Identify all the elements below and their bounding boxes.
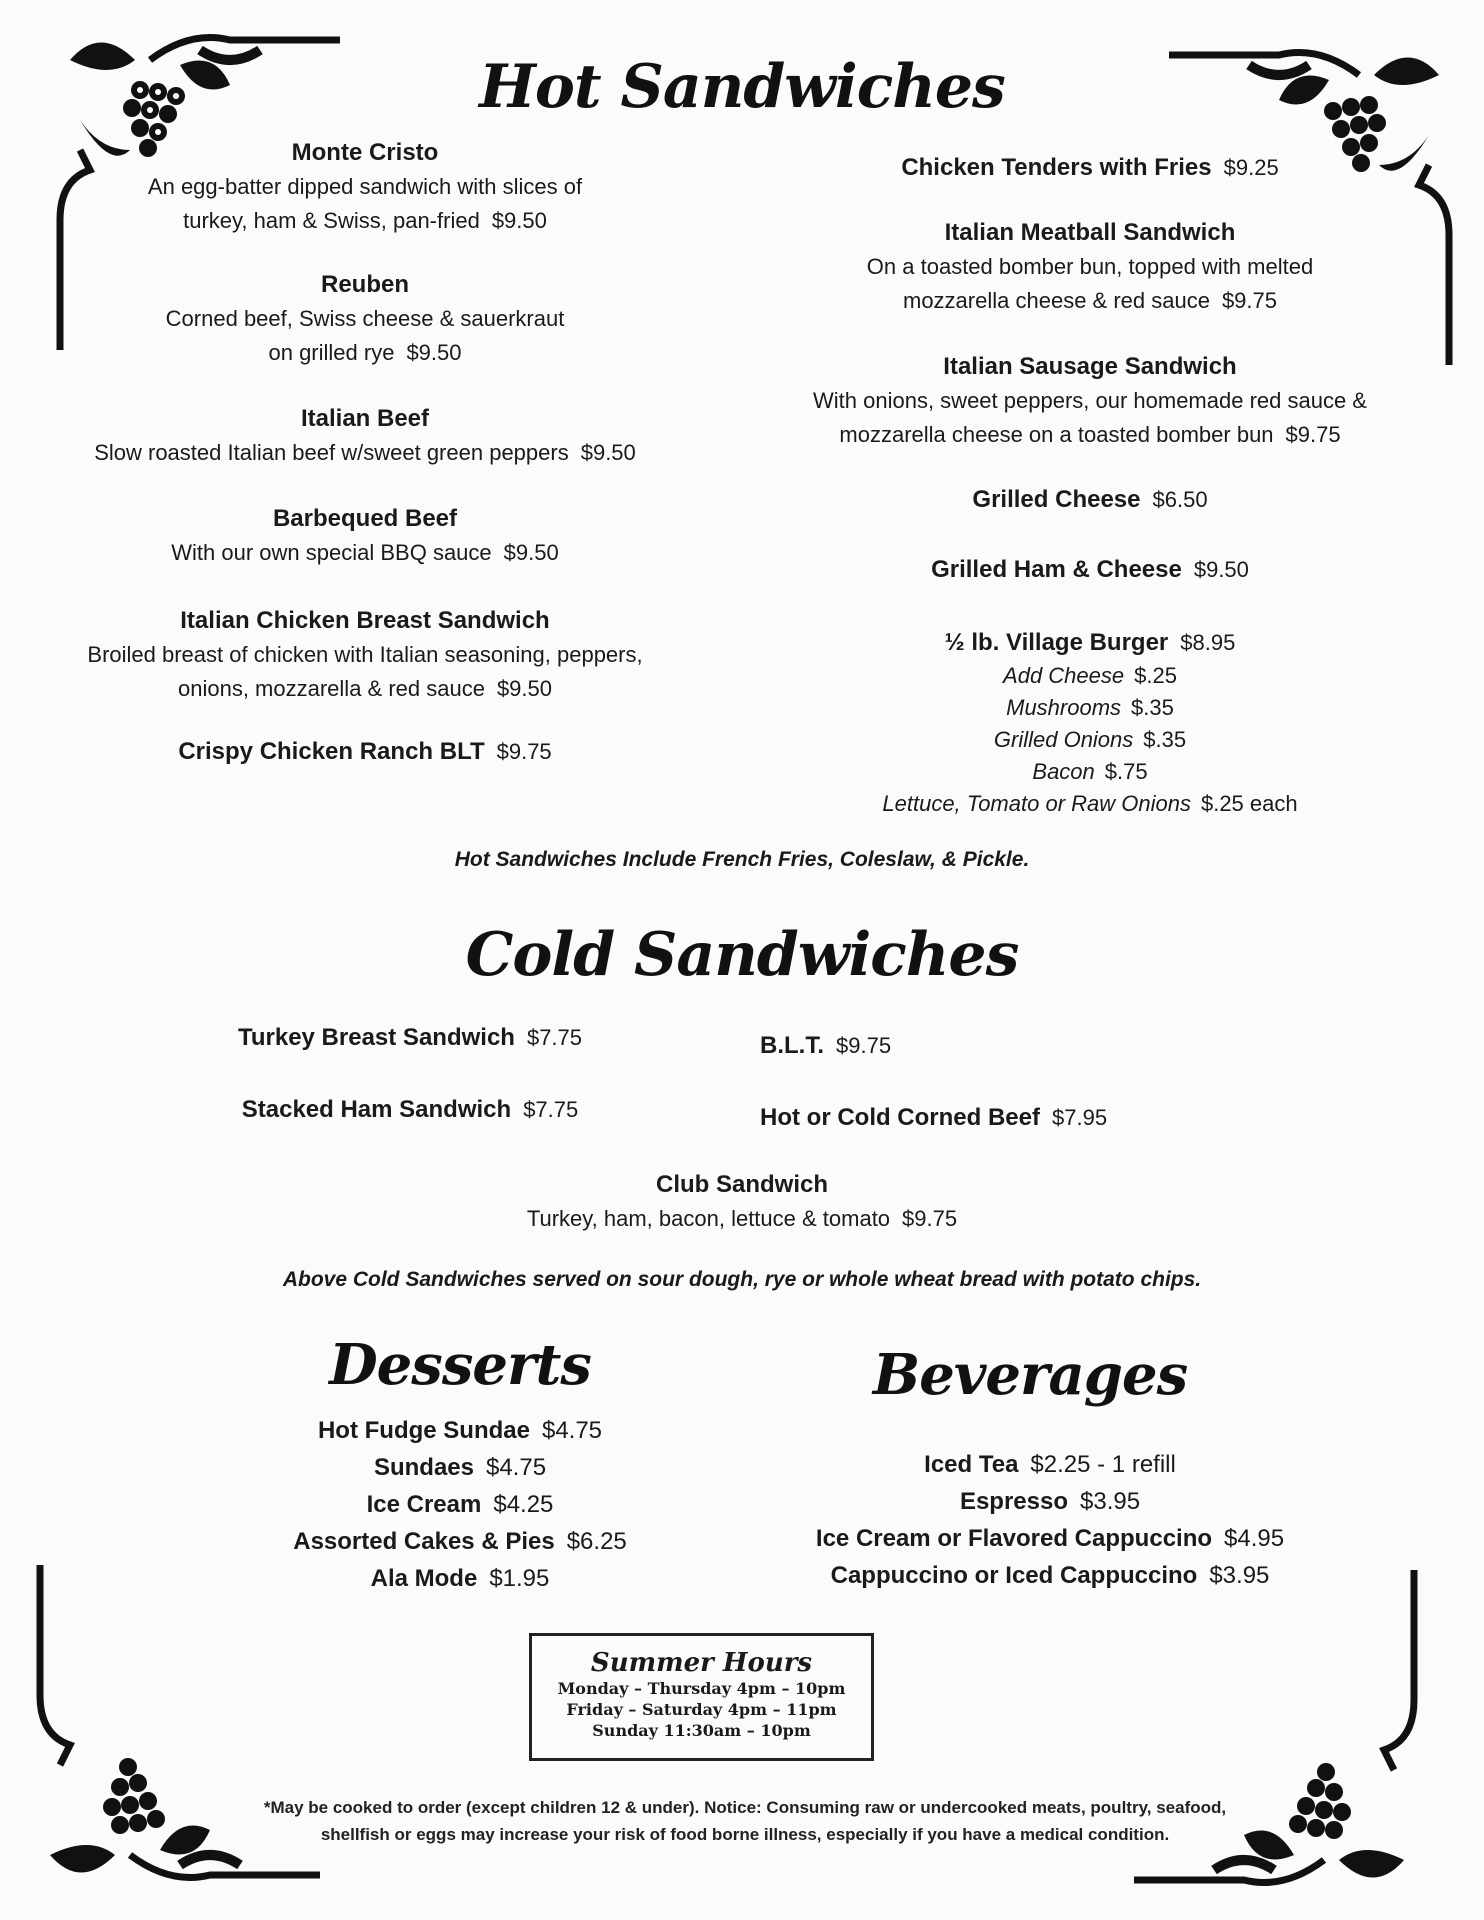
item-description: On a toasted bomber bun, topped with melted xyxy=(866,254,1314,279)
item-name: Assorted Cakes & Pies xyxy=(293,1528,555,1555)
menu-item-crispy-chicken-ranch-blt xyxy=(40,734,690,769)
item-description: turkey, ham & Swiss, pan-fried xyxy=(183,208,480,233)
item-price: $4.75 xyxy=(541,1417,603,1444)
item-name: Crispy Chicken Ranch BLT xyxy=(178,738,485,765)
item-description: With our own special BBQ sauce xyxy=(171,540,492,565)
summer-hours-box xyxy=(529,1633,874,1761)
item-name: Espresso xyxy=(959,1488,1068,1515)
hot-sandwiches-title: Hot Sandwiches xyxy=(479,52,1005,122)
item-price: $1.95 xyxy=(489,1565,550,1592)
menu-item-italian-chicken-breast xyxy=(40,604,690,706)
disclaimer-line: shellfish or eggs may increase your risk of food borne illness, especially if you have a medical condition. xyxy=(320,1825,1170,1844)
addon-name: Bacon xyxy=(1032,759,1095,784)
addon-name: Add Cheese xyxy=(1003,663,1125,688)
addon-price: $.25 xyxy=(1134,663,1177,688)
item-price: $7.75 xyxy=(526,1025,583,1050)
item-price: $6.50 xyxy=(1152,487,1208,512)
menu-item-grilled-ham-cheese xyxy=(760,552,1420,587)
menu-item-blt xyxy=(760,1028,1000,1063)
beverages-list xyxy=(740,1446,1360,1594)
item-name: Hot or Cold Corned Beef xyxy=(760,1104,1040,1131)
item-name: Italian Beef xyxy=(300,405,430,432)
menu-item-chicken-tenders xyxy=(760,150,1420,185)
item-description: Broiled breast of chicken with Italian seasoning, peppers, xyxy=(87,642,643,667)
item-price: $6.25 xyxy=(566,1528,627,1555)
item-name: Grilled Cheese xyxy=(972,486,1141,513)
menu-item-monte-cristo xyxy=(40,136,690,238)
list-item xyxy=(740,1557,1360,1594)
item-name: Sundaes xyxy=(373,1454,474,1481)
cold-sandwiches-note: Above Cold Sandwiches served on sour dough, rye or whole wheat bread with potato chips. xyxy=(282,1268,1202,1291)
item-name: Iced Tea xyxy=(924,1451,1019,1478)
menu-item-club-sandwich xyxy=(392,1168,1092,1236)
menu-item-corned-beef xyxy=(760,1100,1180,1135)
addon-name: Mushrooms xyxy=(1006,695,1122,720)
item-description: Turkey, ham, bacon, lettuce & tomato xyxy=(526,1206,891,1231)
item-price: $4.95 xyxy=(1224,1525,1285,1552)
addon-price: $.35 xyxy=(1131,695,1174,720)
item-description: mozzarella cheese & red sauce xyxy=(903,288,1210,313)
item-name: Monte Cristo xyxy=(291,139,439,166)
item-description: An egg-batter dipped sandwich with slices of xyxy=(147,174,583,199)
hot-sandwiches-note: Hot Sandwiches Include French Fries, Coleslaw, & Pickle. xyxy=(454,848,1030,871)
item-price: $3.95 xyxy=(1209,1562,1270,1589)
item-price: $8.95 xyxy=(1180,630,1236,655)
corner-ornament-bottom-right xyxy=(1104,1570,1434,1900)
hours-title: Summer Hours xyxy=(590,1648,813,1678)
item-price: $9.50 xyxy=(1193,557,1249,582)
list-item xyxy=(740,1520,1360,1557)
burger-addon xyxy=(760,788,1420,820)
cold-sandwiches-title: Cold Sandwiches xyxy=(465,920,1019,990)
item-price: $9.50 xyxy=(503,540,559,565)
addon-price: $.35 xyxy=(1143,727,1187,752)
item-name: B.L.T. xyxy=(760,1032,824,1059)
menu-item-italian-sausage xyxy=(760,350,1420,452)
burger-addon xyxy=(760,724,1420,756)
item-name: Ala Mode xyxy=(370,1565,478,1592)
item-description: on grilled rye xyxy=(268,340,395,365)
item-price: $9.75 xyxy=(496,739,552,764)
addon-name: Lettuce, Tomato or Raw Onions xyxy=(882,791,1191,816)
item-description: Corned beef, Swiss cheese & sauerkraut xyxy=(165,306,565,331)
list-item xyxy=(180,1486,740,1523)
item-name: Italian Chicken Breast Sandwich xyxy=(180,607,550,634)
item-price: $7.75 xyxy=(523,1097,579,1122)
item-price: $4.75 xyxy=(485,1454,547,1481)
item-price: $9.75 xyxy=(1285,422,1341,447)
list-item xyxy=(180,1449,740,1486)
item-price: $9.75 xyxy=(902,1206,958,1231)
menu-item-reuben xyxy=(40,268,690,370)
addon-name: Grilled Onions xyxy=(993,727,1134,752)
item-description: Slow roasted Italian beef w/sweet green peppers xyxy=(94,440,569,465)
item-name: Hot Fudge Sundae xyxy=(317,1417,530,1444)
list-item xyxy=(740,1446,1360,1483)
menu-item-stacked-ham xyxy=(200,1092,620,1127)
menu-item-italian-meatball xyxy=(760,216,1420,318)
item-price: $9.50 xyxy=(580,440,636,465)
hours-line: Friday – Saturday 4pm – 11pm xyxy=(566,1700,837,1719)
beverages-title: Beverages xyxy=(872,1342,1188,1408)
addon-price: $.25 each xyxy=(1200,791,1298,816)
item-price: $4.25 xyxy=(493,1491,554,1518)
item-name: Cappuccino or Iced Cappuccino xyxy=(830,1562,1198,1589)
desserts-list xyxy=(180,1412,740,1597)
menu-item-turkey-breast xyxy=(200,1020,620,1055)
list-item xyxy=(180,1560,740,1597)
item-price: $9.50 xyxy=(406,340,462,365)
hours-line: Sunday 11:30am – 10pm xyxy=(592,1721,811,1740)
item-price: $9.75 xyxy=(1221,288,1277,313)
desserts-title: Desserts xyxy=(329,1332,591,1398)
item-price: $9.75 xyxy=(836,1033,892,1058)
item-name: Grilled Ham & Cheese xyxy=(931,556,1182,583)
list-item xyxy=(180,1523,740,1560)
grape-vine-icon xyxy=(1104,1570,1434,1900)
menu-item-barbequed-beef xyxy=(40,502,690,570)
item-price: $3.95 xyxy=(1080,1488,1141,1515)
item-name: Ice Cream or Flavored Cappuccino xyxy=(815,1525,1213,1552)
item-name: ½ lb. Village Burger xyxy=(944,629,1169,656)
addon-price: $.75 xyxy=(1104,759,1148,784)
item-price: $9.50 xyxy=(496,676,552,701)
list-item xyxy=(740,1483,1360,1520)
item-name: Barbequed Beef xyxy=(272,505,458,532)
item-name: Ice Cream xyxy=(366,1491,482,1518)
item-name: Chicken Tenders with Fries xyxy=(901,154,1212,181)
item-name: Turkey Breast Sandwich xyxy=(237,1024,515,1051)
item-description: mozzarella cheese on a toasted bomber bun xyxy=(839,422,1274,447)
item-name: Stacked Ham Sandwich xyxy=(241,1096,512,1123)
item-price: $2.25 - 1 refill xyxy=(1030,1451,1176,1478)
footer-disclaimer xyxy=(180,1794,1310,1848)
item-price: $9.50 xyxy=(491,208,547,233)
disclaimer-line: *May be cooked to order (except children 12 & under). Notice: Consuming raw or undercooked meats, poultry, seafood, xyxy=(263,1798,1227,1817)
item-name: Reuben xyxy=(320,271,409,298)
item-description: onions, mozzarella & red sauce xyxy=(178,676,485,701)
item-price: $9.25 xyxy=(1223,155,1279,180)
burger-addon xyxy=(760,756,1420,788)
menu-item-village-burger xyxy=(760,625,1420,820)
item-name: Club Sandwich xyxy=(655,1171,828,1198)
item-name: Italian Sausage Sandwich xyxy=(943,353,1237,380)
item-description: With onions, sweet peppers, our homemade red sauce & xyxy=(813,388,1367,413)
item-name: Italian Meatball Sandwich xyxy=(944,219,1236,246)
menu-item-grilled-cheese xyxy=(760,482,1420,517)
list-item xyxy=(180,1412,740,1449)
burger-addon xyxy=(760,692,1420,724)
burger-addon xyxy=(760,660,1420,692)
hours-line: Monday – Thursday 4pm – 10pm xyxy=(557,1679,846,1698)
menu-item-italian-beef xyxy=(40,402,690,470)
item-price: $7.95 xyxy=(1052,1105,1108,1130)
